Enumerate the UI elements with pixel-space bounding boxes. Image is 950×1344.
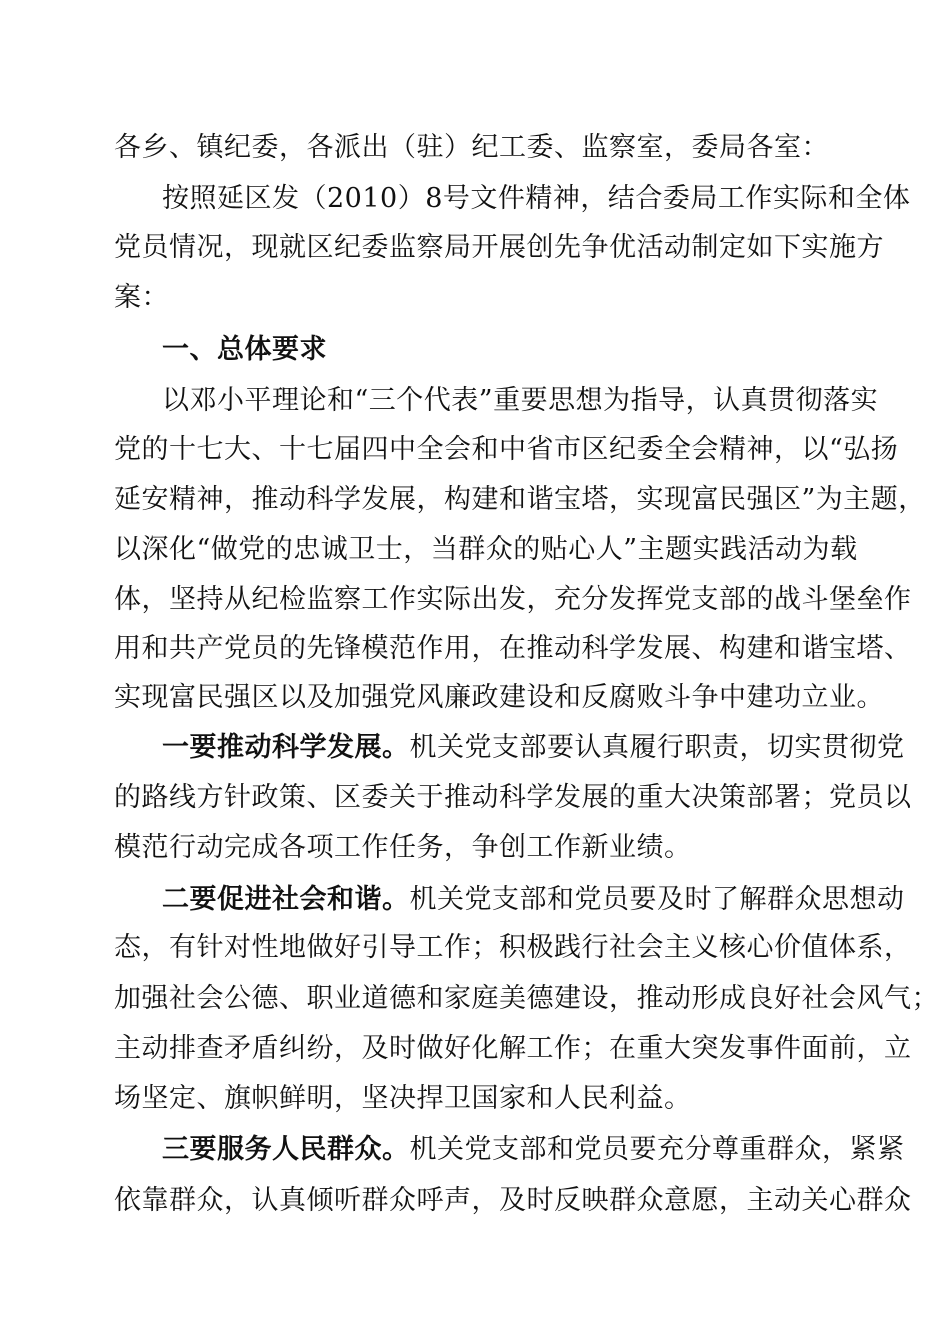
req3-title: 三要服务人民群众。: [162, 1134, 410, 1165]
intro-line-2: 党员情况，现就区纪委监察局开展创先争优活动制定如下实施方: [114, 232, 884, 263]
req2-line-5: 场坚定、旗帜鲜明，坚决捍卫国家和人民利益。: [114, 1083, 692, 1114]
req3-line-2: 依靠群众，认真倾听群众呼声，及时反映群众意愿，主动关心群众: [114, 1185, 912, 1216]
req2-title: 二要促进社会和谐。: [162, 884, 410, 915]
intro-line-1: 按照延区发（2010）8号文件精神，结合委局工作实际和全体: [162, 183, 911, 214]
req1-first-line: [162, 730, 905, 766]
req2-line-3: 加强社会公德、职业道德和家庭美德建设，推动形成良好社会风气；: [114, 983, 939, 1014]
section1-line-4: 以深化“做党的忠诚卫士，当群众的贴心人”主题实践活动为载: [114, 534, 858, 565]
intro-line-3: 案：: [114, 282, 169, 313]
section1-line-1: 以邓小平理论和“三个代表”重要思想为指导，认真贯彻落实: [162, 385, 879, 416]
section1-heading: 一、总体要求: [162, 334, 327, 365]
section1-line-5: 体，坚持从纪检监察工作实际出发，充分发挥党支部的战斗堡垒作: [114, 584, 912, 615]
section1-line-2: 党的十七大、十七届四中全会和中省市区纪委全会精神，以“弘扬: [114, 434, 899, 465]
req1-title: 一要推动科学发展。: [162, 732, 410, 763]
section1-line-6: 用和共产党员的先锋模范作用，在推动科学发展、构建和谐宝塔、: [114, 633, 912, 664]
req2-first-line-rest: 机关党支部和党员要及时了解群众思想动: [409, 884, 905, 915]
req2-line-2: 态，有针对性地做好引导工作；积极践行社会主义核心价值体系，: [114, 932, 912, 963]
req1-line-3: 模范行动完成各项工作任务，争创工作新业绩。: [114, 832, 692, 863]
req3-first-line-rest: 机关党支部和党员要充分尊重群众，紧紧: [409, 1134, 905, 1165]
req1-first-line-rest: 机关党支部要认真履行职责，切实贯彻党: [409, 732, 905, 763]
req2-line-4: 主动排查矛盾纠纷，及时做好化解工作；在重大突发事件面前，立: [114, 1033, 912, 1064]
section1-line-3: 延安精神，推动科学发展，构建和谐宝塔，实现富民强区”为主题，: [114, 484, 926, 515]
salutation: 各乡、镇纪委，各派出（驻）纪工委、监察室，委局各室：: [114, 132, 829, 163]
req1-line-2: 的路线方针政策、区委关于推动科学发展的重大决策部署；党员以: [114, 782, 912, 813]
section1-line-7: 实现富民强区以及加强党风廉政建设和反腐败斗争中建功立业。: [114, 682, 884, 713]
req3-first-line: [162, 1132, 905, 1168]
req2-first-line: [162, 882, 905, 918]
